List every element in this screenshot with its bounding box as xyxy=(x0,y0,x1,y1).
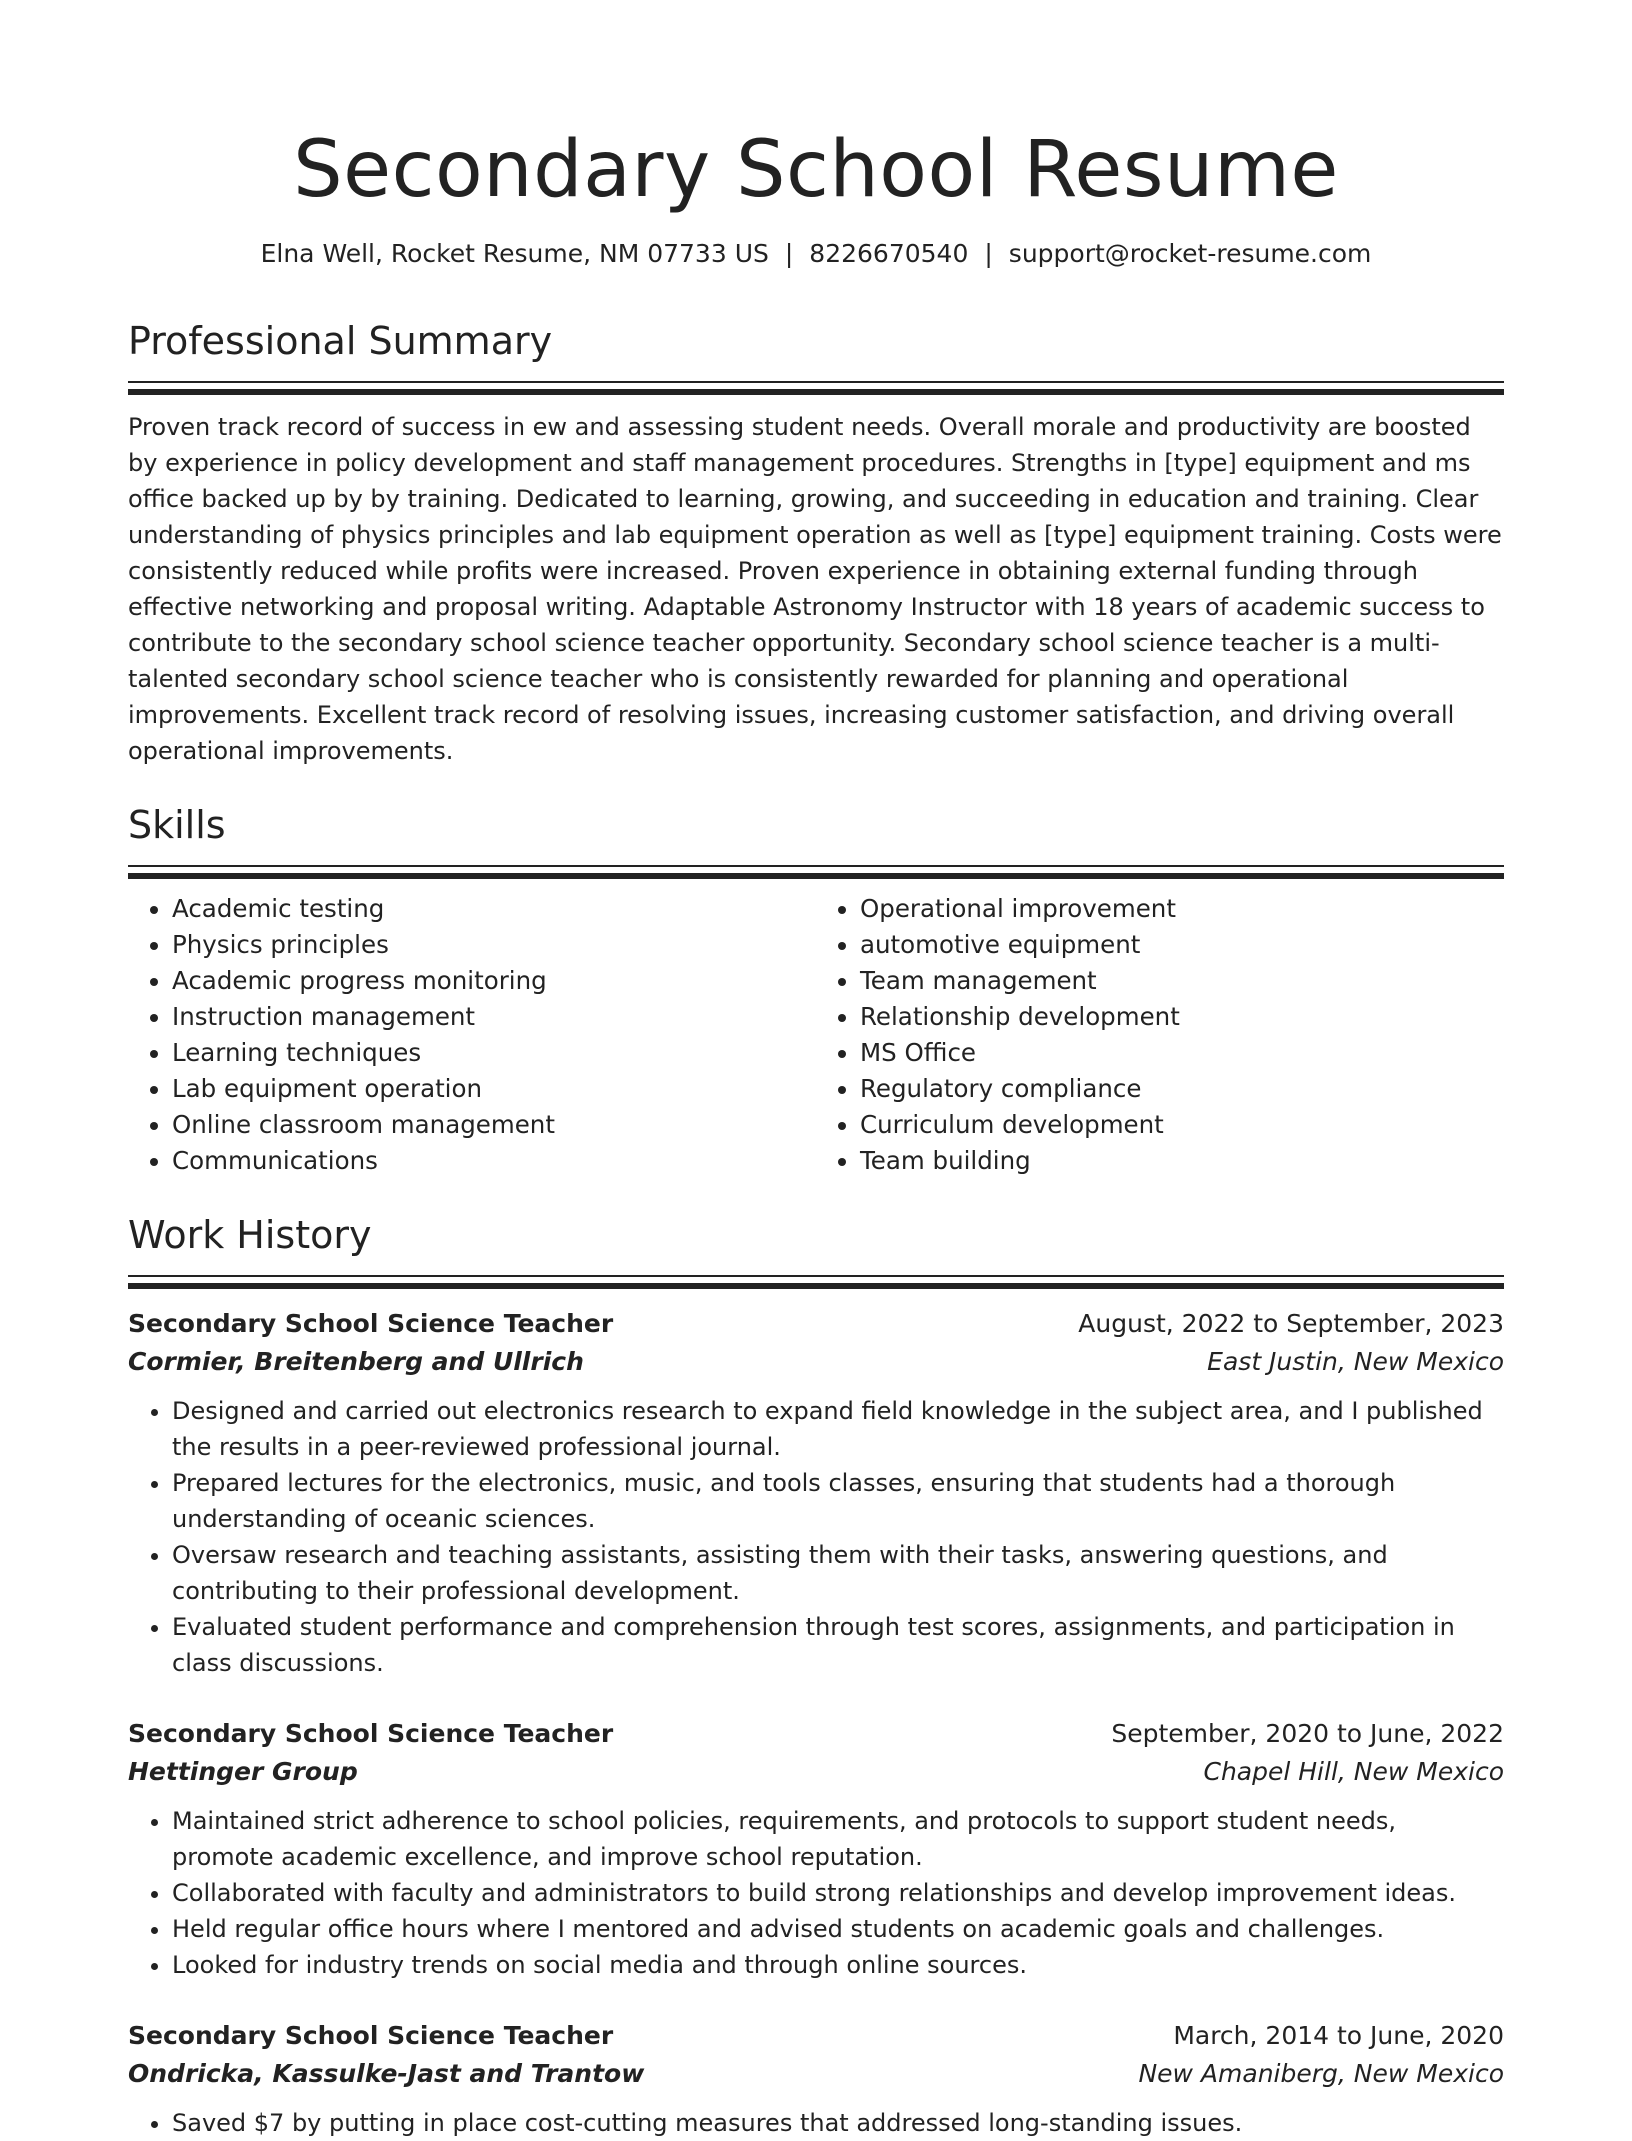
job-subheader-row xyxy=(128,1343,1504,1381)
skill-item: • automotive equipment xyxy=(860,927,1504,963)
skill-item: • Physics principles xyxy=(172,927,816,963)
job-dates: September, 2020 to June, 2022 xyxy=(1111,1719,1504,1748)
section-heading-work-history: Work History xyxy=(128,1213,372,1257)
skill-item: • Operational improvement xyxy=(860,891,1504,927)
skill-item: • Instruction management xyxy=(172,999,816,1035)
section-divider xyxy=(128,389,1504,395)
job-entry xyxy=(128,2017,1504,2141)
section-divider xyxy=(128,1275,1504,1277)
job-location: New Amaniberg, New Mexico xyxy=(1138,2059,1504,2088)
job-bullet: • Prepared lectures for the electronics, music, and tools classes, ensuring that students had a thorough understanding of oceanic sciences. xyxy=(172,1465,1504,1537)
job-header-row xyxy=(128,1715,1504,1753)
work-history-section xyxy=(128,1209,1504,2141)
job-bullets xyxy=(128,2105,1504,2141)
section-divider xyxy=(128,865,1504,867)
contact-separator: | xyxy=(784,239,794,268)
job-bullets xyxy=(128,1393,1504,1681)
job-company: Cormier, Breitenberg and Ullrich xyxy=(128,1347,584,1376)
job-location: Chapel Hill, New Mexico xyxy=(1203,1757,1504,1786)
job-entry xyxy=(128,1715,1504,1983)
skills-list-left xyxy=(128,891,816,1179)
skill-item: • Academic progress monitoring xyxy=(172,963,816,999)
resume-title: Secondary School Resume xyxy=(293,125,1339,215)
skills-columns xyxy=(128,891,1504,1179)
job-bullet: • Saved $7 by putting in place cost-cutting measures that addressed long-standing issues. xyxy=(172,2105,1504,2141)
contact-separator: | xyxy=(984,239,993,268)
job-bullet: • Looked for industry trends on social media and through online sources. xyxy=(172,1947,1504,1983)
summary-text: Proven track record of success in ew and assessing student needs. Overall morale and productivity are boosted by experience in policy development and staff management procedures. Strengths in [type] equipment and ms office backed up by by training. Dedicated to learning, growing, and succeeding in education and training. Clear understanding of physics principles and lab equipment operation as well as [type] equipment training. Costs were consistently reduced while profits were increased. Proven experience in obtaining external funding through effective networking and proposal writing. Adaptable Astronomy Instructor with 18 years of academic success to contribute to the secondary school science teacher opportunity. Secondary school science teacher is a multi-talented secondary school science teacher who is consistently rewarded for planning and operational improvements. Excellent track record of resolving issues, increasing customer satisfaction, and driving overall operational improvements. xyxy=(128,413,1502,765)
job-dates: March, 2014 to June, 2020 xyxy=(1173,2021,1504,2050)
job-header-row xyxy=(128,2017,1504,2055)
skill-item: • MS Office xyxy=(860,1035,1504,1071)
job-title: Secondary School Science Teacher xyxy=(128,1309,614,1338)
job-subheader-row xyxy=(128,2055,1504,2093)
job-bullet: • Oversaw research and teaching assistants, assisting them with their tasks, answering questions, and contributing to their professional development. xyxy=(172,1537,1504,1609)
section-divider xyxy=(128,1283,1504,1289)
job-header-row xyxy=(128,1305,1504,1343)
contact-address: Elna Well, Rocket Resume, NM 07733 US xyxy=(260,239,769,268)
job-bullet: • Collaborated with faculty and administrators to build strong relationships and develop improvement ideas. xyxy=(172,1875,1504,1911)
skill-item: • Online classroom management xyxy=(172,1107,816,1143)
skill-item: • Communications xyxy=(172,1143,816,1179)
skills-section xyxy=(128,799,1504,1179)
job-dates: August, 2022 to September, 2023 xyxy=(1078,1309,1504,1338)
skill-item: • Team building xyxy=(860,1143,1504,1179)
job-entry xyxy=(128,1305,1504,1681)
contact-line xyxy=(128,237,1504,271)
contact-phone: 8226670540 xyxy=(809,239,969,268)
job-subheader-row xyxy=(128,1753,1504,1791)
job-bullet: • Held regular office hours where I mentored and advised students on academic goals and challenges. xyxy=(172,1911,1504,1947)
skill-item: • Relationship development xyxy=(860,999,1504,1035)
job-title: Secondary School Science Teacher xyxy=(128,1719,614,1748)
job-bullet: • Maintained strict adherence to school policies, requirements, and protocols to support student needs, promote academic excellence, and improve school reputation. xyxy=(172,1803,1504,1875)
skills-list-right xyxy=(816,891,1504,1179)
skill-item: • Learning techniques xyxy=(172,1035,816,1071)
skill-item: • Team management xyxy=(860,963,1504,999)
skill-item: • Academic testing xyxy=(172,891,816,927)
skill-item: • Lab equipment operation xyxy=(172,1071,816,1107)
job-bullet: • Evaluated student performance and comprehension through test scores, assignments, and participation in class discussions. xyxy=(172,1609,1504,1681)
section-divider xyxy=(128,873,1504,879)
skill-item: • Regulatory compliance xyxy=(860,1071,1504,1107)
job-bullets xyxy=(128,1803,1504,1983)
job-title: Secondary School Science Teacher xyxy=(128,2021,614,2050)
section-heading-skills: Skills xyxy=(128,803,226,847)
job-company: Hettinger Group xyxy=(128,1757,358,1786)
job-company: Ondricka, Kassulke-Jast and Trantow xyxy=(128,2059,645,2088)
contact-email: support@rocket-resume.com xyxy=(1008,239,1372,268)
job-location: East Justin, New Mexico xyxy=(1207,1347,1504,1376)
job-bullet: • Designed and carried out electronics research to expand field knowledge in the subject area, and I published the results in a peer-reviewed professional journal. xyxy=(172,1393,1504,1465)
resume-content xyxy=(128,115,1504,2141)
section-heading-summary: Professional Summary xyxy=(128,319,553,363)
summary-section xyxy=(128,315,1504,769)
skill-item: • Curriculum development xyxy=(860,1107,1504,1143)
section-divider xyxy=(128,381,1504,383)
